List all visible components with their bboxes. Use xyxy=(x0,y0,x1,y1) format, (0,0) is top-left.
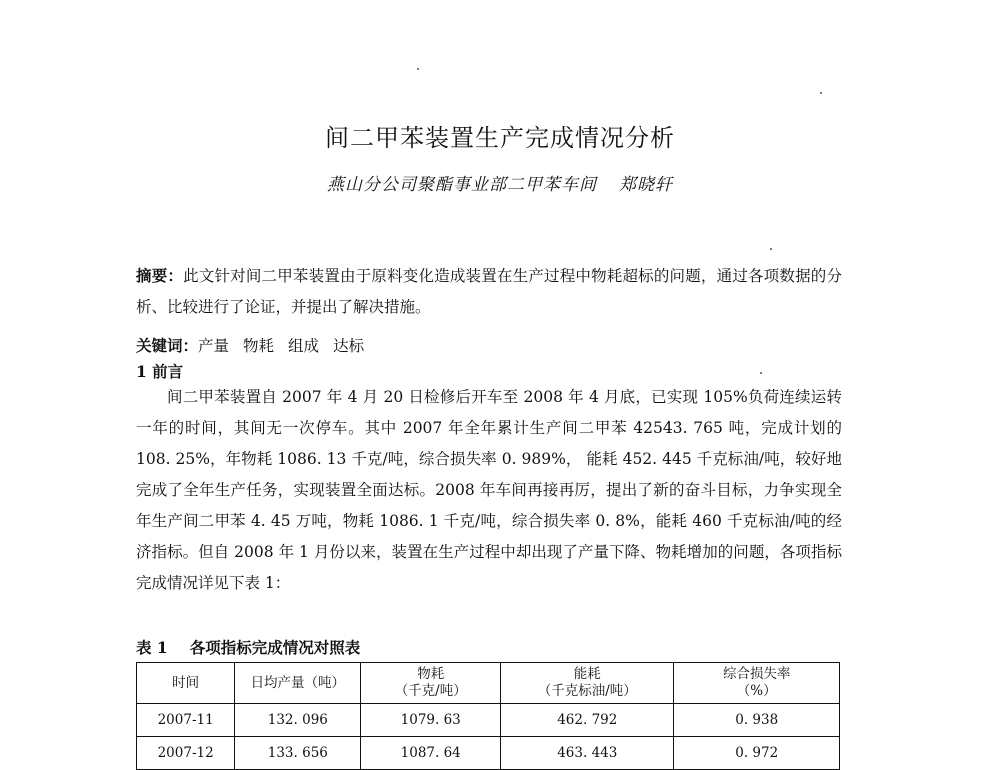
scan-speck xyxy=(417,68,419,70)
table-cell: 1087. 64 xyxy=(361,737,501,770)
keywords xyxy=(136,334,378,358)
keywords-label: 关键词： xyxy=(136,336,199,355)
keyword-item: 达标 xyxy=(333,337,365,355)
table-caption-text: 各项指标完成情况对照表 xyxy=(189,638,361,657)
header-cell-time xyxy=(137,663,235,704)
section-heading: 1 前言 xyxy=(136,362,184,381)
header-line: 物耗 xyxy=(417,666,445,682)
indicator-table xyxy=(136,662,840,770)
scan-speck xyxy=(770,248,772,250)
table-cell: 132. 096 xyxy=(235,704,361,737)
table-cell: 1079. 63 xyxy=(361,704,501,737)
table-cell: 2007-11 xyxy=(137,704,235,737)
author-line xyxy=(0,170,1000,195)
table-cell: 2007-12 xyxy=(137,737,235,770)
table-cell: 462. 792 xyxy=(501,704,674,737)
intro-paragraph: 间二甲苯装置自 2007 年 4 月 20 日检修后开车至 2008 年 4 月底，已实现 105%负荷连续运转一年的时间，其间无一次停车。其中 2007 年全年累计生产间二甲苯 42543. 765 吨，完成计划的 108. 25%，年物耗 1086. 13 千克/吨，综合损失率 0. 989%， 能耗 452. 445 千克标油/吨，较好地完成了全年生产任务，实现装置全面达标。2008 年车间再接再厉，提出了新的奋斗目标，力争实现全年生产间二甲苯 4. 45 万吨，物耗 1086. 1 千克/吨，综合损失率 0. 8%，能耗 460 千克标油/吨的经济指标。但自 2008 年 1 月份以来，装置在生产过程中却出现了产量下降、物耗增加的问题，各项指标完成情况详见下表 1： xyxy=(136,388,842,592)
keyword-item: 产量 xyxy=(198,337,230,355)
header-line: 时间 xyxy=(172,674,200,691)
table-row xyxy=(137,737,840,770)
abstract-label: 摘要： xyxy=(136,266,184,285)
scan-speck xyxy=(820,92,822,94)
header-unit: （%） xyxy=(736,683,777,699)
header-cell-material xyxy=(361,663,501,704)
table-cell: 133. 656 xyxy=(235,737,361,770)
keyword-item: 物耗 xyxy=(243,337,275,355)
table-row xyxy=(137,704,840,737)
paper-title: 间二甲苯装置生产完成情况分析 xyxy=(325,124,675,152)
table-cell: 0. 972 xyxy=(674,737,840,770)
author-department: 燕山分公司聚酯事业部二甲苯车间 xyxy=(327,175,597,195)
header-line: 能耗 xyxy=(573,666,601,682)
keyword-item: 组成 xyxy=(288,337,320,355)
author-name: 郑晓轩 xyxy=(619,175,673,195)
header-cell-output xyxy=(235,663,361,704)
abstract xyxy=(136,260,842,323)
table-caption xyxy=(136,636,360,660)
header-cell-energy xyxy=(501,663,674,704)
scan-speck xyxy=(760,372,762,374)
table-cell: 0. 938 xyxy=(674,704,840,737)
header-line: 日均产量（吨） xyxy=(250,674,346,691)
header-cell-loss-rate xyxy=(674,663,840,704)
table-caption-number: 表 1 xyxy=(136,638,168,657)
abstract-text: 此文针对间二甲苯装置由于原料变化造成装置在生产过程中物耗超标的问题，通过各项数据的分析、比较进行了论证，并提出了解决措施。 xyxy=(136,267,842,316)
table-cell: 463. 443 xyxy=(501,737,674,770)
header-unit: （千克标油/吨） xyxy=(537,683,637,699)
table-header-row xyxy=(137,663,840,704)
header-line: 综合损失率 xyxy=(722,666,791,682)
header-unit: （千克/吨） xyxy=(394,683,467,699)
